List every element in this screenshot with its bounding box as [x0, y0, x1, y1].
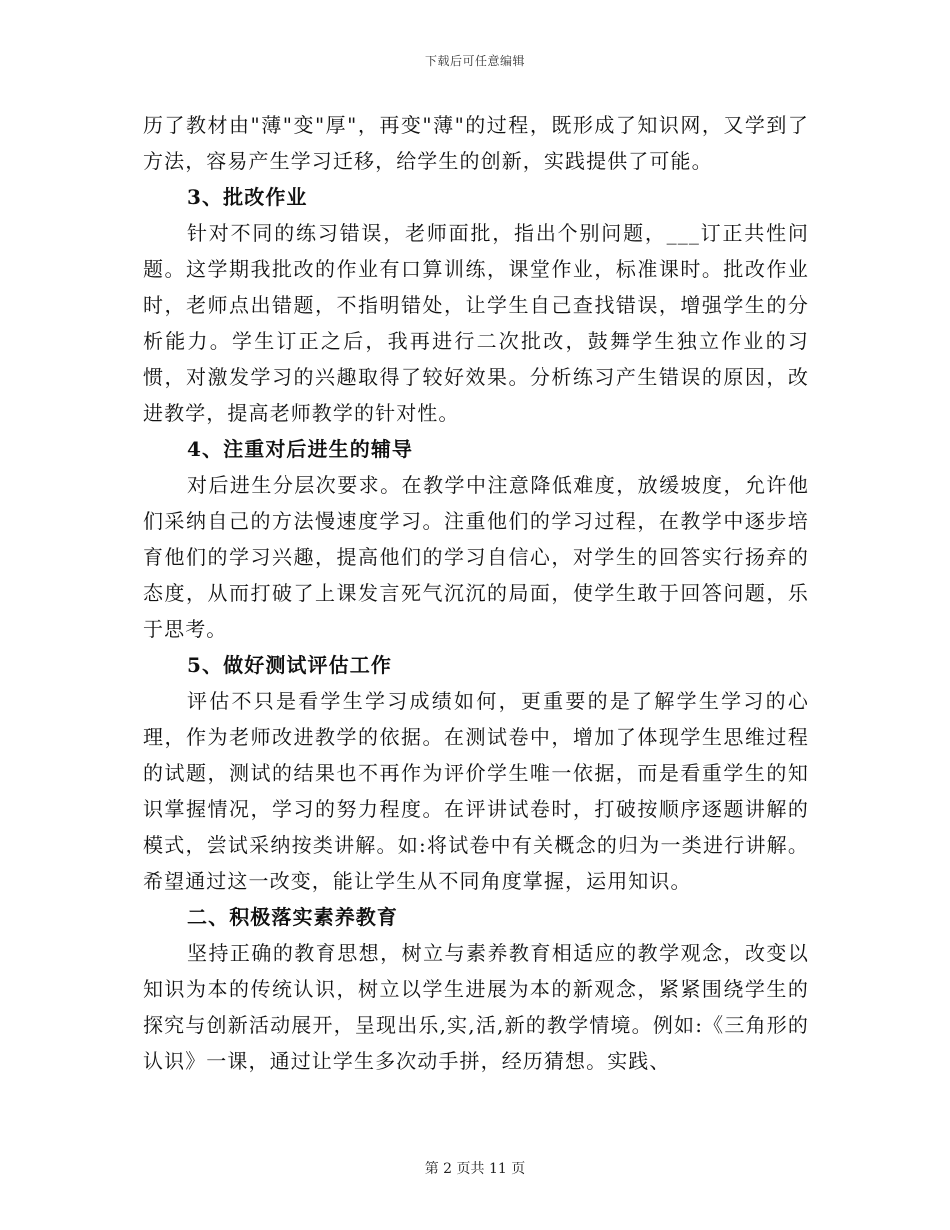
- section-heading: 5、做好测试评估工作: [187, 653, 392, 677]
- paragraph: 历了教材由"薄"变"厚"，再变"薄"的过程，既形成了知识网，又学到了方法，容易产生学习迁移，给学生的创新，实践提供了可能。: [143, 113, 809, 173]
- page-footer: 第 2 页共 11 页: [424, 1161, 526, 1177]
- paragraph: 对后进生分层次要求。在教学中注意降低难度，放缓坡度，允许他们采纳自己的方法慢速度学习。注重他们的学习过程，在教学中逐步培育他们的学习兴趣，提高他们的学习自信心，对学生的回答实行扬弃的态度，从而打破了上课发言死气沉沉的局面，使学生敢于回答问题，乐于思考。: [143, 473, 809, 641]
- section-heading: 4、注重对后进生的辅导: [187, 437, 414, 461]
- page-header: 下载后可任意编辑: [424, 54, 525, 68]
- paragraph: 坚持正确的教育思想，树立与素养教育相适应的教学观念，改变以知识为本的传统认识，树立以学生进展为本的新观念，紧紧围绕学生的探究与创新活动展开，呈现出乐,实,活,新的教学情境。例如:《三角形的认识》一课，通过让学生多次动手拼，经历猜想。实践、: [143, 941, 809, 1073]
- section-heading: 二、积极落实素养教育: [187, 905, 398, 929]
- paragraph: 针对不同的练习错误，老师面批，指出个别问题，___订正共性问题。这学期我批改的作业有口算训练，课堂作业，标准课时。批改作业时，老师点出错题，不指明错处，让学生自己查找错误，增强学生的分析能力。学生订正之后，我再进行二次批改，鼓舞学生独立作业的习惯，对激发学习的兴趣取得了较好效果。分析练习产生错误的原因，改进教学，提高老师教学的针对性。: [143, 221, 809, 425]
- paragraph: 评估不只是看学生学习成绩如何，更重要的是了解学生学习的心理，作为老师改进教学的依据。在测试卷中，增加了体现学生思维过程的试题，测试的结果也不再作为评价学生唯一依据，而是看重学生的知识掌握情况，学习的努力程度。在评讲试卷时，打破按顺序逐题讲解的模式，尝试采纳按类讲解。如:将试卷中有关概念的归为一类进行讲解。希望通过这一改变，能让学生从不同角度掌握，运用知识。: [143, 689, 809, 893]
- section-heading: 3、批改作业: [187, 185, 308, 209]
- document-body: [143, 107, 809, 1079]
